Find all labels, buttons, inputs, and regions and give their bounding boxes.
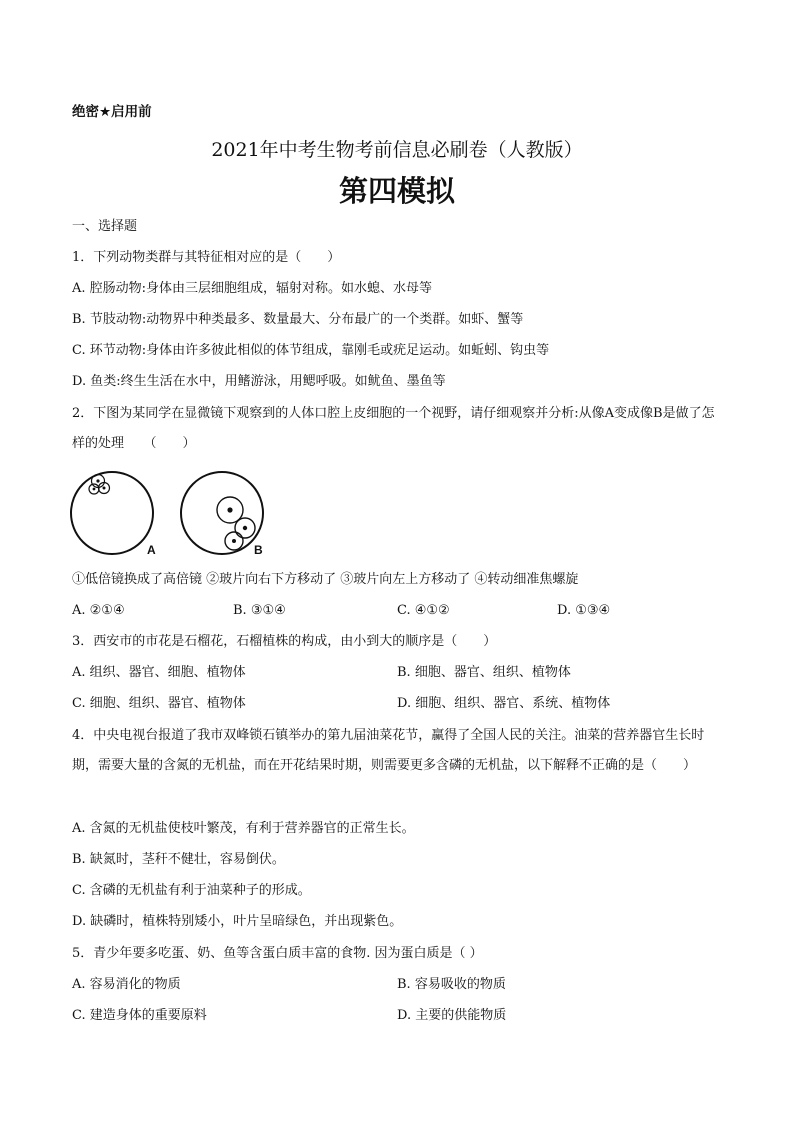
- microscope-views-svg: [68, 468, 278, 560]
- q1-option-b: B. 节肢动物:动物界中种类最多、数量最大、分布最广的一个类群。如虾、蟹等: [72, 312, 524, 327]
- q2-option-b: B. ③①④: [233, 603, 286, 618]
- q2-option-c: C. ④①②: [397, 603, 450, 618]
- q2-stem: 2．下图为某同学在显微镜下观察到的人体口腔上皮细胞的一个视野，请仔细观察并分析:从像A变成像B是做了怎样的处理 （ ）: [72, 406, 715, 451]
- q1-option-d: D. 鱼类:终生生活在水中，用鳍游泳，用鳃呼吸。如鱿鱼、墨鱼等: [72, 374, 446, 389]
- q4-option-b: B. 缺氮时，茎秆不健壮，容易倒伏。: [72, 852, 285, 867]
- q1-stem: 1．下列动物类群与其特征相对应的是（ ）: [72, 250, 341, 265]
- exam-title: 2021年中考生物考前信息必刷卷（人教版）: [211, 139, 583, 161]
- view-b-nucleus: [232, 539, 236, 543]
- view-b-nucleus: [243, 526, 247, 530]
- q3-option-d: D. 细胞、组织、器官、系统、植物体: [397, 696, 611, 711]
- q4-option-d: D. 缺磷时，植株特别矮小，叶片呈暗绿色，并出现紫色。: [72, 914, 403, 929]
- exam-subtitle: 第四模拟: [338, 174, 455, 208]
- view-a-label: A: [147, 543, 156, 557]
- q3-option-a: A. 组织、器官、细胞、植物体: [72, 665, 246, 680]
- view-a-nucleus: [103, 487, 106, 490]
- q2-steps: ①低倍镜换成了高倍镜 ②玻片向右下方移动了 ③玻片向左上方移动了 ④转动细准焦螺旋: [72, 572, 579, 587]
- view-a-circle: [71, 472, 153, 554]
- q5-option-c: C. 建造身体的重要原料: [72, 1008, 207, 1023]
- confidential-mark: 绝密★启用前: [72, 104, 152, 120]
- view-b-circle: [181, 472, 263, 554]
- q5-option-a: A. 容易消化的物质: [72, 977, 181, 992]
- q4-option-c: C. 含磷的无机盐有利于油菜种子的形成。: [72, 883, 311, 898]
- q5-stem: 5．青少年要多吃蛋、奶、鱼等含蛋白质丰富的食物. 因为蛋白质是（ ）: [72, 946, 483, 961]
- view-b-nucleus: [227, 507, 232, 512]
- microscope-figure: [68, 468, 278, 560]
- q5-option-b: B. 容易吸收的物质: [397, 977, 506, 992]
- q4-stem: 4．中央电视台报道了我市双峰锁石镇举办的第九届油菜花节，赢得了全国人民的关注。油菜的营养器官生长时期，需要大量的含氮的无机盐，而在开花结果时期，则需要更多含磷的无机盐，以下解释不正确的是（ ）: [72, 728, 705, 773]
- q1-option-c: C. 环节动物:身体由许多彼此相似的体节组成，靠刚毛或疣足运动。如蚯蚓、钩虫等: [72, 343, 550, 358]
- view-a-nucleus: [96, 479, 99, 482]
- q1-option-a: A. 腔肠动物:身体由三层细胞组成，辐射对称。如水螅、水母等: [72, 281, 433, 296]
- q2-option-d: D. ①③④: [557, 603, 611, 618]
- view-b-label: B: [254, 543, 263, 557]
- q4-option-a: A. 含氮的无机盐使枝叶繁茂，有利于营养器官的正常生长。: [72, 821, 415, 836]
- q3-option-c: C. 细胞、组织、器官、植物体: [72, 696, 246, 711]
- q3-option-b: B. 细胞、器官、组织、植物体: [397, 665, 571, 680]
- q5-option-d: D. 主要的供能物质: [397, 1008, 507, 1023]
- section-heading: 一、选择题: [72, 219, 138, 234]
- view-a-nucleus: [93, 488, 96, 491]
- q3-stem: 3．西安市的市花是石榴花，石榴植株的构成，由小到大的顺序是（ ）: [72, 634, 497, 649]
- q2-option-a: A. ②①④: [72, 603, 125, 618]
